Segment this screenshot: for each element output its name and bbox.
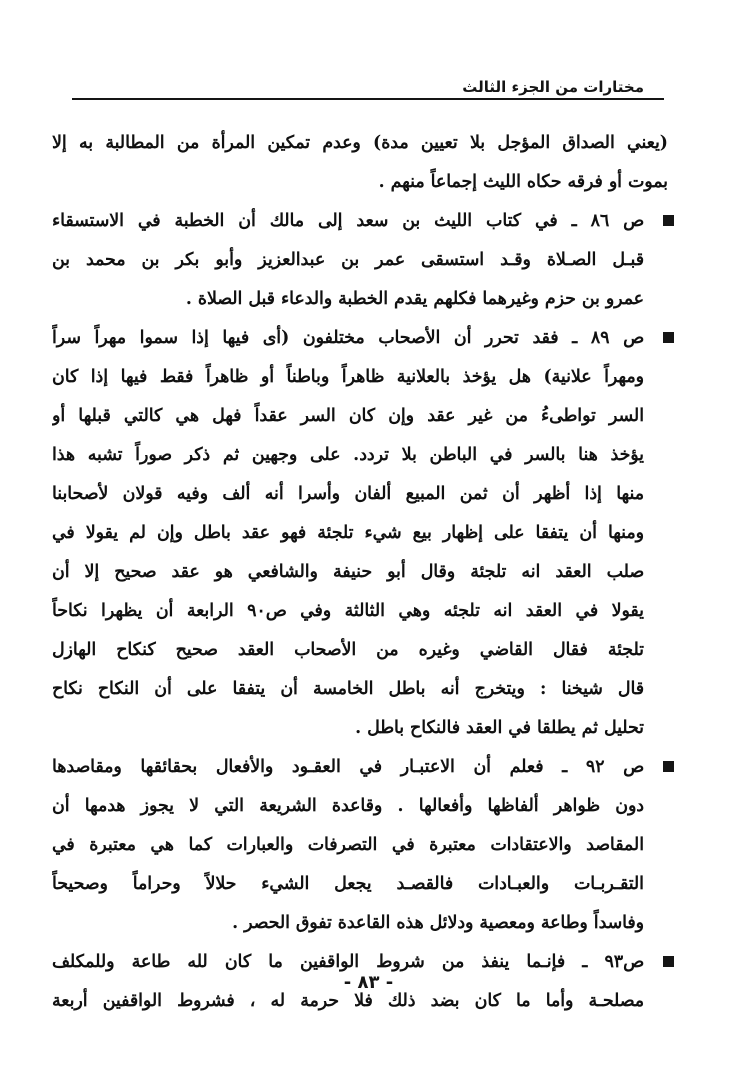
text-line: السر تواطىءُ من غير عقد وإن كان السر عقداً فهل هي كالتي قبلها أو [52, 406, 644, 426]
header-title: مختارات من الجزء الثالث [462, 78, 644, 96]
text-line: تلجئة فقال القاضي وغيره من الأصحاب العقد صحيح كنكاح الهازل [52, 640, 644, 660]
text-line: قال شيخنا : ويتخرج أنه باطل الخامسة أن يتفقا على أن النكاح نكاح [52, 679, 644, 699]
text-line: يقولا في العقد انه تلجئه وهي الثالثة وفي ص٩٠ الرابعة أن يظهرا نكاحاً [52, 601, 644, 621]
paragraph-continuation [52, 124, 668, 202]
running-header [72, 76, 664, 100]
paragraph-page-89 [52, 319, 668, 748]
text-line: ص ٩٢ ـ فعلم أن الاعتبـار في العقـود والأفعال بحقائقها ومقاصدها [52, 757, 644, 777]
text-line: يؤخذ هنا بالسر في الباطن بلا تردد. على وجهين ثم ذكر صوراً تشبه هذا [52, 445, 644, 465]
text-line: التقـربـات والعبـادات فالقصـد يجعل الشيء حلالاً وحراماً وصحيحاً [52, 874, 644, 894]
text-line: مصلحـة وأما ما كان بضد ذلك فلا حرمة له ، فشروط الواقفين أربعة [52, 991, 644, 1011]
text-line: تحليل ثم يطلقا في العقد فالنكاح باطل . [355, 718, 644, 738]
text-line: قبـل الصـلاة وقـد استسقى عمر بن عبدالعزيز وأبو بكر بن محمد بن [52, 250, 644, 270]
square-bullet-icon [663, 761, 674, 772]
page-number: - ٨٣ - [343, 972, 394, 993]
text-line: ص ٨٩ ـ فقد تحرر أن الأصحاب مختلفون (أى فيها إذا سموا مهراً سراً [52, 328, 644, 348]
square-bullet-icon [663, 215, 674, 226]
text-line: ص ٨٦ ـ في كتاب الليث بن سعد إلى مالك أن الخطبة في الاستسقاء [52, 211, 644, 231]
text-line: ومنها أن يتفقا على إظهار بيع شيء تلجئة فهو عقد باطل وإن لم يقولا في [52, 523, 644, 543]
paragraph-page-92 [52, 748, 668, 943]
text-line: بموت أو فرقه حكاه الليث إجماعاً منهم . [378, 172, 668, 192]
header-rule [72, 98, 664, 100]
text-line: منها إذا أظهر أن ثمن المبيع ألفان وأسرا أنه ألف وفيه قولان لأصحابنا [52, 484, 644, 504]
text-line: ص٩٣ ـ فإنـما ينفذ من شروط الواقفين ما كان لله طاعة وللمكلف [52, 952, 644, 972]
square-bullet-icon [663, 956, 674, 967]
paragraph-page-86 [52, 202, 668, 319]
text-line: وفاسداً وطاعة ومعصية ودلائل هذه القاعدة تفوق الحصر . [232, 913, 644, 933]
text-line: المقاصد والاعتقادات معتبرة في التصرفات والعبارات كما هي معتبرة في [52, 835, 644, 855]
text-line: ومهراً علانية) هل يؤخذ بالعلانية ظاهراً وباطناً أو ظاهراً فقط فيها إذا كان [52, 367, 644, 387]
text-line: صلب العقد انه تلجئة وقال أبو حنيفة والشافعي هو عقد صحيح إلا أن [52, 562, 644, 582]
square-bullet-icon [663, 332, 674, 343]
text-line: (يعني الصداق المؤجل بلا تعيين مدة) وعدم تمكين المرأة من المطالبة به إلا [52, 133, 668, 153]
text-line: دون ظواهر ألفاظها وأفعالها . وقاعدة الشريعة التي لا يجوز هدمها أن [52, 796, 644, 816]
text-line: عمرو بن حزم وغيرهما فكلهم يقدم الخطبة والدعاء قبل الصلاة . [185, 289, 644, 309]
